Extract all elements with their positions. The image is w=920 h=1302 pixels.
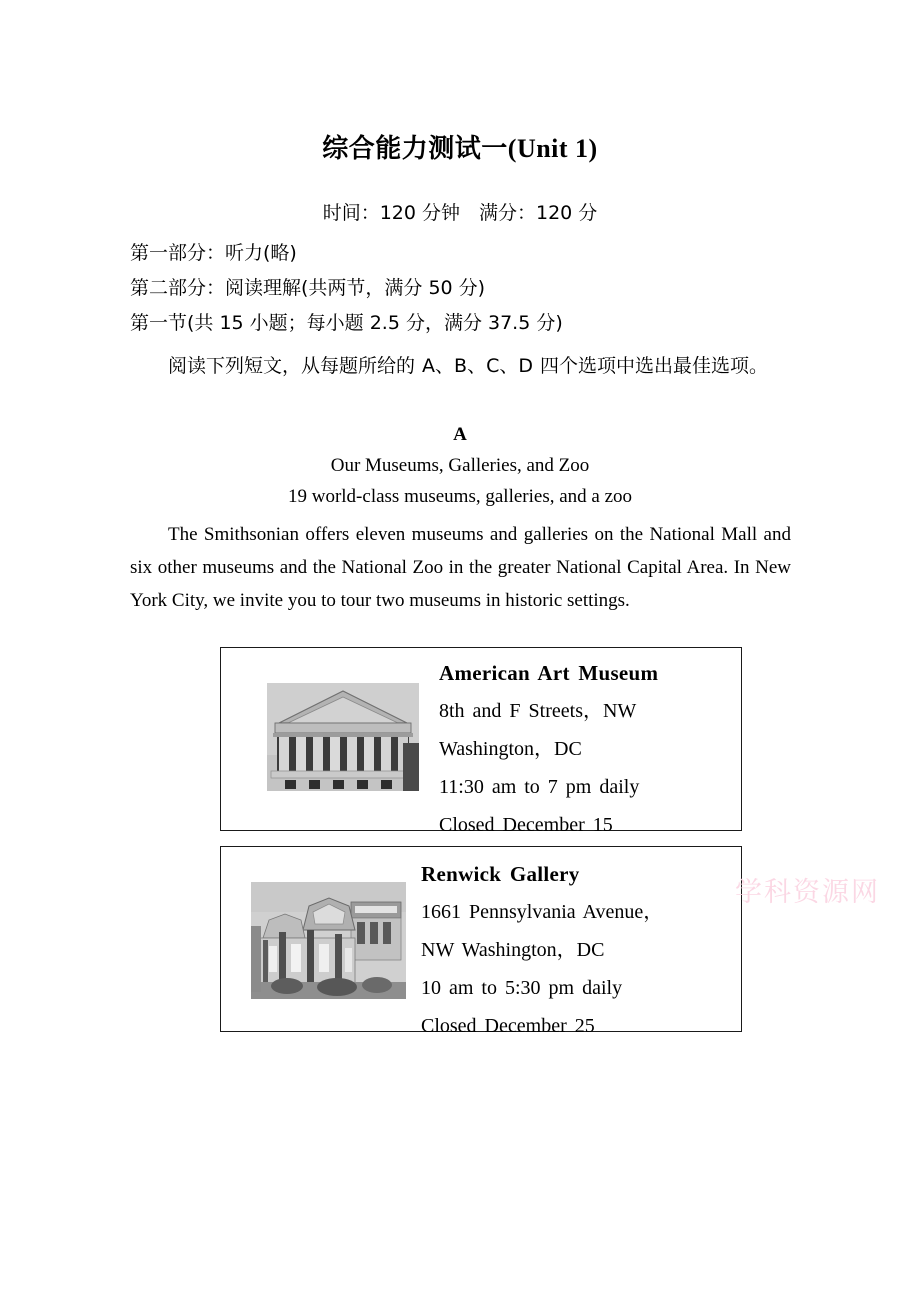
passage-body: The Smithsonian offers eleven museums and galleries on the National Mall and six other museums and the National Zoo in the greater National Capital Area. In New York City, we invite you to tour two museums in historic settings. — [130, 524, 791, 611]
passage-subtitle: 19 world-class museums, galleries, and a zoo — [287, 486, 633, 507]
passage-title: Our Museums, Galleries, and Zoo — [330, 455, 590, 476]
passage-letter: A — [453, 424, 467, 445]
renwick-gallery-address-2: NW Washington，DC — [421, 939, 605, 961]
renwick-gallery-closed: Closed December 25 — [421, 1015, 595, 1037]
section-part-one — [130, 242, 790, 265]
american-art-museum-address-2: Washington，DC — [439, 738, 582, 760]
american-art-museum-closed: Closed December 15 — [439, 814, 613, 836]
american-art-museum-hours: 11:30 am to 7 pm daily — [439, 776, 640, 798]
renwick-gallery-details — [421, 855, 663, 1045]
section-part-two — [130, 277, 790, 300]
page-title-en: (Unit 1) — [507, 134, 598, 163]
section-one-header — [130, 312, 790, 335]
renwick-gallery-name: Renwick Gallery — [421, 862, 580, 886]
american-art-museum-photo — [267, 683, 419, 791]
renwick-gallery-address-1: 1661 Pennsylvania Avenue， — [421, 901, 664, 923]
exam-meta — [0, 198, 920, 225]
renwick-gallery-hours: 10 am to 5:30 pm daily — [421, 977, 623, 999]
exam-meta-text: 时间：120 分钟 满分：120 分 — [322, 202, 598, 224]
american-art-museum-name: American Art Museum — [439, 661, 659, 685]
american-art-museum-address-1: 8th and F Streets，NW — [439, 700, 637, 722]
page-title-cn: 综合能力测试一 — [322, 134, 508, 164]
section-part-two-label: 第二部分：阅读理解(共两节，满分 50 分) — [130, 277, 486, 299]
american-art-museum-details — [439, 654, 658, 844]
section-one-label: 第一节(共 15 小题；每小题 2.5 分，满分 37.5 分) — [130, 312, 563, 334]
museum-info-box-american — [220, 647, 742, 836]
section-part-one-label: 第一部分：听力(略) — [130, 242, 297, 264]
reading-instruction: 阅读下列短文，从每题所给的 A、B、C、D 四个选项中选出最佳选项。 — [168, 355, 769, 377]
museum-info-box-renwick — [220, 846, 742, 1037]
page-title — [0, 128, 920, 165]
watermark: 学科资源网 — [735, 877, 880, 908]
renwick-gallery-photo — [251, 882, 406, 999]
